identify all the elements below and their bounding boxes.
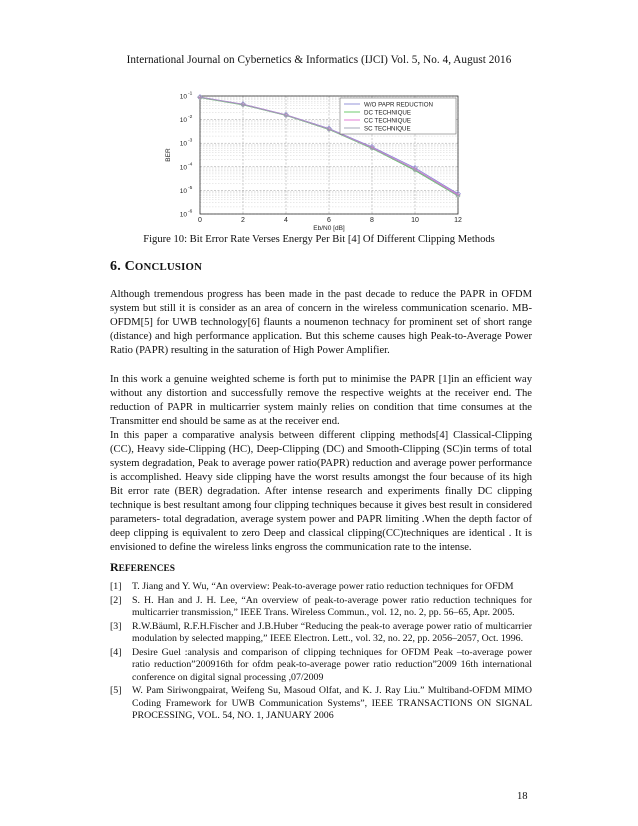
y-tick-exponent: -2 (188, 115, 193, 121)
reference-text: R.W.Bäuml, R.F.H.Fischer and J.B.Huber “Reducing the peak-to average power ratio of multicarrier modulation by selected mapping,” IEEE Electron. Lett., vol. 32, no. 22, pp. 2056–2057, Oct. 1996. (132, 620, 532, 645)
y-tick-label: 10 (179, 164, 187, 172)
y-tick-exponent: -5 (188, 185, 193, 191)
legend-label: W/O PAPR REDUCTION (364, 101, 433, 109)
conclusion-paragraph-3: In this paper a comparative analysis between different clipping methods[4] Classical-Clipping (CC), Heavy side-Clipping (HC), Deep-Clipping (DC) and Smooth-Clipping (SC)in terms of total system degradation, Peak to average power ratio(PAPR) reduction and average power performance is accomplished. Heavy side clipping have the worst results amongst the four because of its high Bit error rate (BER) degradation. After intense research and experiments finally DC clipping technique is best resultant among four clipping techniques because it gives best result in considered parameters- total degradation, average system power and PAPR limiting .When the depth factor of deep clipping is equivalent to zero Deep and classical clipping(CC)techniques are identical . It is envisioned to define the wireless links engross the communication rate to the intense. (110, 430, 532, 553)
section-heading (110, 259, 202, 275)
x-axis-label: Eb/N0 [dB] (313, 225, 345, 232)
x-tick-label: 10 (411, 217, 419, 224)
ber-chart (156, 84, 486, 234)
section-title-rest: ONCLUSION (134, 261, 203, 273)
x-tick-label: 6 (327, 217, 331, 224)
x-tick-label: 12 (454, 217, 462, 224)
references-heading-first: R (110, 560, 119, 574)
x-tick-label: 0 (198, 217, 202, 224)
x-tick-label: 4 (284, 217, 288, 224)
y-tick-exponent: -4 (188, 162, 193, 168)
y-tick-exponent: -3 (188, 138, 193, 144)
reference-number: [4] (110, 646, 122, 658)
y-tick-label: 10 (179, 140, 187, 148)
y-tick-label: 10 (179, 117, 187, 125)
reference-item (110, 595, 532, 620)
y-tick-label: 10 (179, 187, 187, 195)
y-tick-exponent: -6 (188, 209, 193, 215)
reference-text: Desire Guel :analysis and comparison of clipping techniques for OFDM Peak –to-average power ratio reduction”200916th for ofdm peak-to-average power ratio reduction”2009 16th international conference on digital signal processing ,07/2009 (132, 646, 532, 683)
y-axis-label: BER (165, 148, 172, 162)
references-heading-rest: EFERENCES (118, 564, 175, 574)
y-tick-exponent: -1 (188, 91, 193, 97)
y-tick-label: 10 (179, 211, 187, 219)
reference-item (110, 581, 532, 593)
reference-item (110, 647, 532, 684)
reference-number: [1] (110, 581, 122, 592)
journal-header: International Journal on Cybernetics & Informatics (IJCI) Vol. 5, No. 4, August 2016 (126, 54, 512, 66)
reference-item (110, 685, 532, 722)
y-tick-label: 10 (179, 93, 187, 101)
reference-number: [3] (110, 620, 122, 632)
figure-caption: Figure 10: Bit Error Rate Verses Energy Per Bit [4] Of Different Clipping Methods (143, 234, 495, 245)
reference-number: [2] (110, 594, 122, 606)
section-number: 6. C (110, 259, 135, 274)
reference-text: W. Pam Siriwongpairat, Weifeng Su, Masoud Olfat, and K. J. Ray Liu.” Multiband-OFDM MIMO Coding Framework for UWB Communication Systems”, IEEE TRANSACTIONS ON SIGNAL PROCESSING, VOL. 54, NO. 1, JANUARY 2006 (132, 685, 532, 721)
legend-label: SC TECHNIQUE (364, 125, 411, 133)
conclusion-paragraph-1: Although tremendous progress has been made in the past decade to reduce the PAPR in OFDM system but still it is consider as an area of concern in the wireless communication scenario. MB-OFDM[5] for UWB technology[6] flaunts a noumenon technacy for prominent set of short range (distance) and high performance application. But this scheme causes high Peak-to-Average Power Ratio (PAPR) resulting in the saturation of High Power Amplifier. (110, 289, 532, 356)
legend-label: DC TECHNIQUE (364, 109, 411, 117)
reference-text: S. H. Han and J. H. Lee, “An overview of peak-to-average power ratio reduction techniques for multicarrier transmission,” IEEE Trans. Wireless Commun., vol. 12, no. 2, pp. 56–65, Apr. 2005. (132, 594, 532, 619)
page-number: 18 (517, 791, 528, 802)
reference-text: T. Jiang and Y. Wu, “An overview: Peak-to-average power ratio reduction techniques for OFDM (132, 581, 514, 592)
conclusion-paragraph-2: In this work a genuine weighted scheme is forth put to minimise the PAPR [1]in an efficient way without any distortion and successfully remove the respective weights at the receiver end. The reduction of PAPR in multicarrier system mainly relies on condition that time consumes at the Transmitter end should be same as at the receiver end. (110, 374, 532, 427)
reference-item (110, 621, 532, 646)
x-tick-label: 2 (241, 217, 245, 224)
reference-list (110, 581, 532, 724)
reference-number: [5] (110, 685, 122, 697)
legend-label: CC TECHNIQUE (364, 117, 411, 125)
references-heading (110, 560, 175, 575)
x-tick-label: 8 (370, 217, 374, 224)
